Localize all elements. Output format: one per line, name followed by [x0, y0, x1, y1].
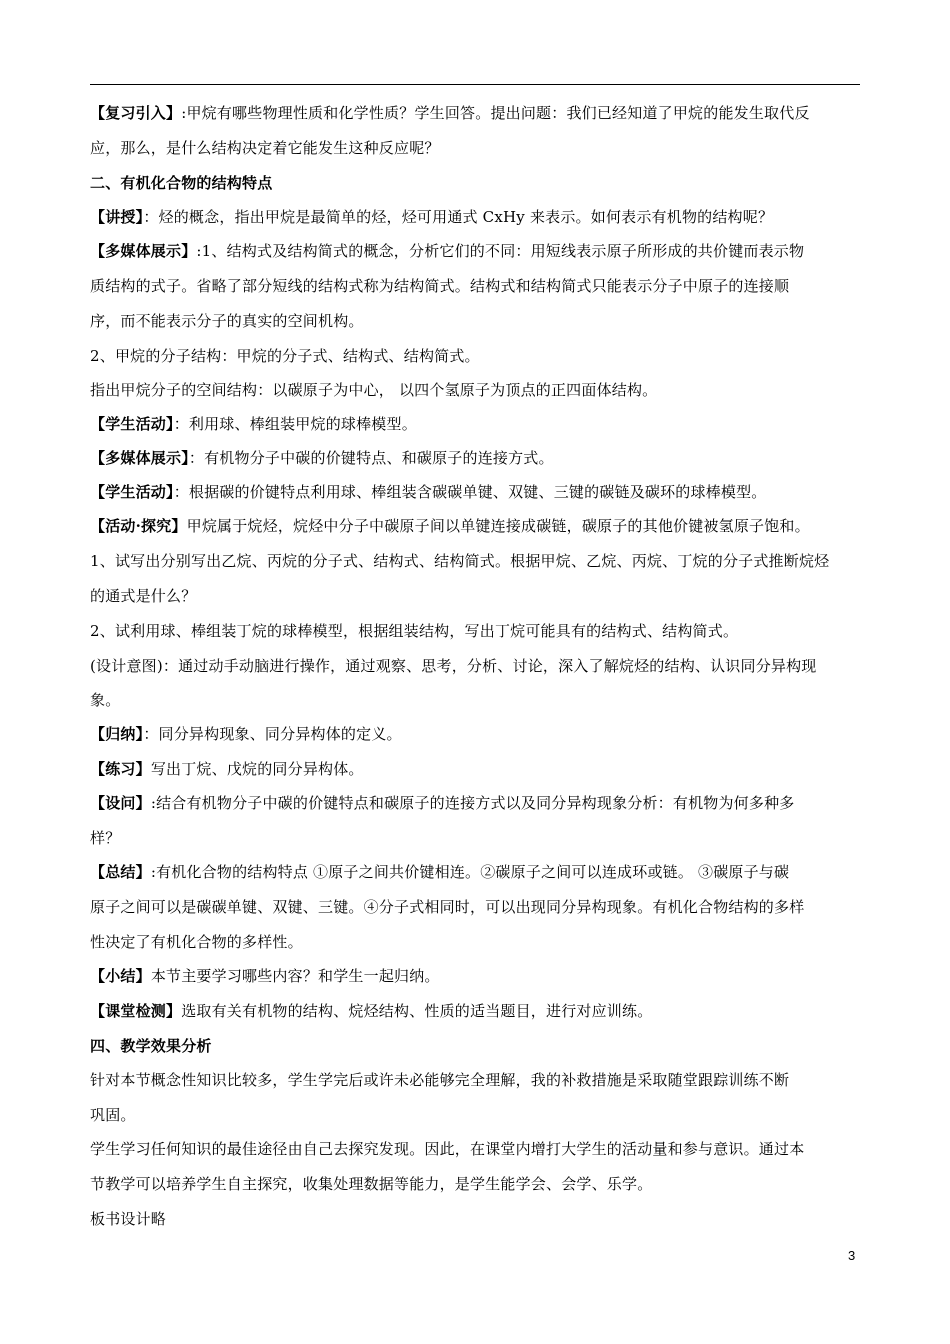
line-text: ：烃的概念，指出甲烷是最简单的烃，烃可用通式 CxHy 来表示。如何表示有机物的结构呢？	[143, 208, 774, 226]
page-number: 3	[848, 1248, 856, 1263]
paragraph-line	[90, 103, 870, 123]
line-text: ：同分异构现象、同分异构体的定义。	[143, 725, 402, 743]
line-text: :1、结构式及结构简式的概念，分析它们的不同：用短线表示原子所形成的共价键而表示物	[196, 242, 805, 260]
line-text: 本节主要学习哪些内容？和学生一起归纳。	[150, 967, 440, 985]
label-tag: 【总结】	[90, 863, 151, 881]
line-text: 学生学习任何知识的最佳途径由自己去探究发现。因此，在课堂内增打大学生的活动量和参与意识。通过本	[90, 1140, 805, 1158]
paragraph-line	[90, 793, 870, 813]
line-text: 应，那么，是什么结构决定着它能发生这种反应呢？	[90, 139, 440, 157]
paragraph-line	[90, 1070, 870, 1090]
paragraph-line	[90, 414, 870, 434]
line-text: 节教学可以培养学生自主探究，收集处理数据等能力，是学生能学会、会学、乐学。	[90, 1175, 653, 1193]
label-tag: 【课堂检测】	[90, 1002, 182, 1020]
line-text: (设计意图)：通过动手动脑进行操作，通过观察、思考，分析、讨论，深入了解烷烃的结构、认识同分异构现	[90, 657, 817, 675]
paragraph-line	[90, 241, 870, 261]
paragraph-line	[90, 1209, 870, 1229]
label-tag: 【复习引入】	[90, 104, 182, 122]
line-text: 的通式是什么？	[90, 587, 197, 605]
section-heading	[90, 173, 870, 193]
line-text: 针对本节概念性知识比较多，学生学完后或许未必能够完全理解，我的补救措施是采取随堂跟踪训练不断	[90, 1071, 790, 1089]
paragraph-line	[90, 1105, 870, 1125]
line-text: :甲烷有哪些物理性质和化学性质？学生回答。提出问题：我们已经知道了甲烷的能发生取代反	[181, 104, 810, 122]
line-text: :结合有机物分子中碳的价键特点和碳原子的连接方式以及同分异构现象分析：有机物为何多种多	[150, 794, 795, 812]
line-text: 写出丁烷、戊烷的同分异构体。	[150, 760, 364, 778]
label-tag: 【小结】	[90, 967, 151, 985]
paragraph-line	[90, 516, 870, 536]
line-text: 巩固。	[90, 1106, 136, 1124]
line-text: 选取有关有机物的结构、烷烃结构、性质的适当题目，进行对应训练。	[181, 1002, 653, 1020]
label-tag: 【多媒体展示】	[90, 242, 197, 260]
paragraph-line	[90, 724, 870, 744]
paragraph-line	[90, 1001, 870, 1021]
line-text: 2、甲烷的分子结构：甲烷的分子式、结构式、结构简式。	[90, 347, 480, 365]
paragraph-line	[90, 656, 870, 676]
paragraph-line	[90, 207, 870, 227]
paragraph-line	[90, 346, 870, 366]
paragraph-line	[90, 1174, 870, 1194]
paragraph-line	[90, 138, 870, 158]
paragraph-line	[90, 621, 870, 641]
paragraph-line	[90, 862, 870, 882]
line-text: ：根据碳的价键特点利用球、棒组装含碳碳单键、双键、三键的碳链及碳环的球棒模型。	[173, 483, 767, 501]
paragraph-line	[90, 828, 870, 848]
line-text: 原子之间可以是碳碳单键、双键、三键。④分子式相同时，可以出现同分异构现象。有机化合物结构的多样	[90, 898, 805, 916]
line-text: 四、教学效果分析	[90, 1037, 212, 1055]
paragraph-line	[90, 690, 870, 710]
line-text: ：利用球、棒组装甲烷的球棒模型。	[173, 415, 417, 433]
label-tag: 【练习】	[90, 760, 151, 778]
line-text: 质结构的式子。省略了部分短线的结构式称为结构简式。结构式和结构简式只能表示分子中原子的连接顺	[90, 277, 790, 295]
line-text: ：有机物分子中碳的价键特点、和碳原子的连接方式。	[188, 449, 554, 467]
paragraph-line	[90, 311, 870, 331]
line-text: 指出甲烷分子的空间结构：以碳原子为中心， 以四个氢原子为顶点的正四面体结构。	[90, 381, 658, 399]
line-text: 象。	[90, 691, 121, 709]
line-text: 二、有机化合物的结构特点	[90, 174, 273, 192]
line-text: 序，而不能表示分子的真实的空间机构。	[90, 312, 364, 330]
section-heading	[90, 1036, 870, 1056]
paragraph-line	[90, 586, 870, 606]
line-text: :有机化合物的结构特点 ①原子之间共价键相连。②碳原子之间可以连成环或链。 ③碳原子与碳	[150, 863, 790, 881]
line-text: 甲烷属于烷烃，烷烃中分子中碳原子间以单键连接成碳链，碳原子的其他价键被氢原子饱和。	[186, 517, 810, 535]
paragraph-line	[90, 380, 870, 400]
paragraph-line	[90, 448, 870, 468]
paragraph-line	[90, 551, 870, 571]
label-tag: 【设问】	[90, 794, 151, 812]
label-tag: 【讲授】	[90, 208, 144, 226]
line-text: 板书设计略	[90, 1210, 167, 1228]
header-rule	[90, 84, 860, 85]
label-tag: 【学生活动】	[90, 483, 174, 501]
paragraph-line	[90, 966, 870, 986]
paragraph-line	[90, 482, 870, 502]
paragraph-line	[90, 897, 870, 917]
line-text: 样？	[90, 829, 121, 847]
line-text: 1、试写出分别写出乙烷、丙烷的分子式、结构式、结构简式。根据甲烷、乙烷、丙烷、丁烷的分子式推断烷烃	[90, 552, 830, 570]
label-tag: 【活动·探究】	[90, 517, 187, 535]
label-tag: 【归纳】	[90, 725, 144, 743]
paragraph-line	[90, 932, 870, 952]
label-tag: 【学生活动】	[90, 415, 174, 433]
paragraph-line	[90, 1139, 870, 1159]
paragraph-line	[90, 759, 870, 779]
line-text: 性决定了有机化合物的多样性。	[90, 933, 303, 951]
paragraph-line	[90, 276, 870, 296]
label-tag: 【多媒体展示】	[90, 449, 189, 467]
line-text: 2、试利用球、棒组装丁烷的球棒模型，根据组装结构，写出丁烷可能具有的结构式、结构简式。	[90, 622, 739, 640]
